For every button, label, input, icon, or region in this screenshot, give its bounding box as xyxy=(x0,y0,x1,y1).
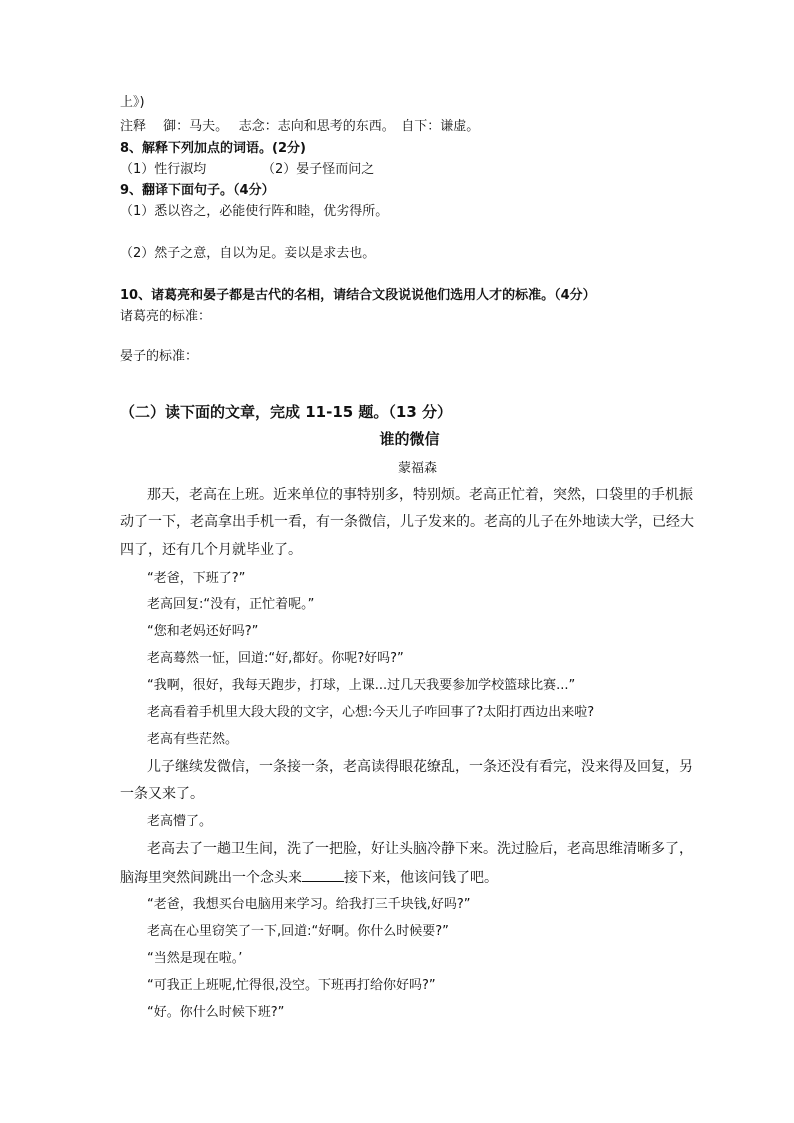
annotation-notes: 注释 御：马夫。 志念：志向和思考的东西。 自下：谦虚。 xyxy=(120,119,480,134)
question-9-item-1: （1）悉以咨之，必能使行阵和睦，优劣得所。 xyxy=(120,204,389,219)
dialogue-line: “老爸，我想买台电脑用来学习。给我打三千块钱,好吗?” xyxy=(147,897,471,912)
dialogue-line: “可我正上班呢,忙得很,没空。下班再打给你好吗?” xyxy=(147,978,436,993)
paragraph-line: 老高去了一趟卫生间，洗了一把脸，好让头脑冷静下来。洗过脸后，老高思维清晰多了， xyxy=(147,841,693,857)
paragraph-line-with-blank xyxy=(120,869,498,885)
section-heading: （二）读下面的文章，完成 11-15 题。（13 分） xyxy=(120,403,453,421)
dialogue-line: 老高有些茫然。 xyxy=(147,732,239,747)
dialogue-line: “当然是现在啦。’ xyxy=(147,951,243,966)
question-10-answer-zhuge: 诸葛亮的标准： xyxy=(120,309,212,324)
text-after-blank: 接下来，他该问钱了吧。 xyxy=(344,870,498,886)
paragraph-line: 那天，老高在上班。近来单位的事特别多，特别烦。老高正忙着，突然，口袋里的手机振 xyxy=(147,487,693,503)
dialogue-line: “老爸，下班了?” xyxy=(147,571,246,586)
dialogue-line: 老高蓦然一怔，回道:“好,都好。你呢?好吗?” xyxy=(147,651,404,666)
dialogue-line: 老高懵了。 xyxy=(147,814,213,829)
article-author: 蒙福森 xyxy=(398,461,438,476)
fill-in-blank xyxy=(302,869,344,882)
dialogue-line: “我啊，很好，我每天跑步，打球，上课...过几天我要参加学校篮球比赛...” xyxy=(147,678,576,693)
dialogue-line: 老高在心里窃笑了一下,回道:“好啊。你什么时候要?” xyxy=(147,924,449,939)
question-10-answer-yanzi: 晏子的标准： xyxy=(120,349,199,364)
dialogue-line: 老高回复:“没有，正忙着呢。” xyxy=(147,597,315,612)
dialogue-line: 老高看着手机里大段大段的文字，心想:今天儿子咋回事了?太阳打西边出来啦? xyxy=(147,705,595,720)
paragraph-line: 儿子继续发微信，一条接一条，老高读得眼花缭乱，一条还没有看完，没来得及回复，另 xyxy=(147,759,693,775)
dialogue-line: “您和老妈还好吗?” xyxy=(147,624,259,639)
question-8-item-2: （2）晏子怪而问之 xyxy=(262,162,375,177)
article-title: 谁的微信 xyxy=(379,430,440,448)
text-before-blank: 脑海里突然间跳出一个念头来 xyxy=(120,870,302,886)
text-continuation: 上》) xyxy=(120,95,145,110)
paragraph-line: 四了，还有几个月就毕业了。 xyxy=(120,542,302,558)
paragraph-line: 一条又来了。 xyxy=(120,786,204,802)
paragraph-line: 动了一下，老高拿出手机一看，有一条微信，儿子发来的。老高的儿子在外地读大学，已经大 xyxy=(120,514,694,530)
question-8-item-1: （1）性行淑均 xyxy=(120,162,207,177)
question-10: 10、诸葛亮和晏子都是古代的名相，请结合文段说说他们选用人才的标准。（4分） xyxy=(120,288,596,303)
question-8: 8、解释下列加点的词语。(2分) xyxy=(120,141,306,156)
question-9: 9、翻译下面句子。（4分） xyxy=(120,183,275,198)
dialogue-line: “好。你什么时候下班?” xyxy=(147,1005,285,1020)
question-9-item-2: （2）然子之意，自以为足。妾以是求去也。 xyxy=(120,246,376,261)
